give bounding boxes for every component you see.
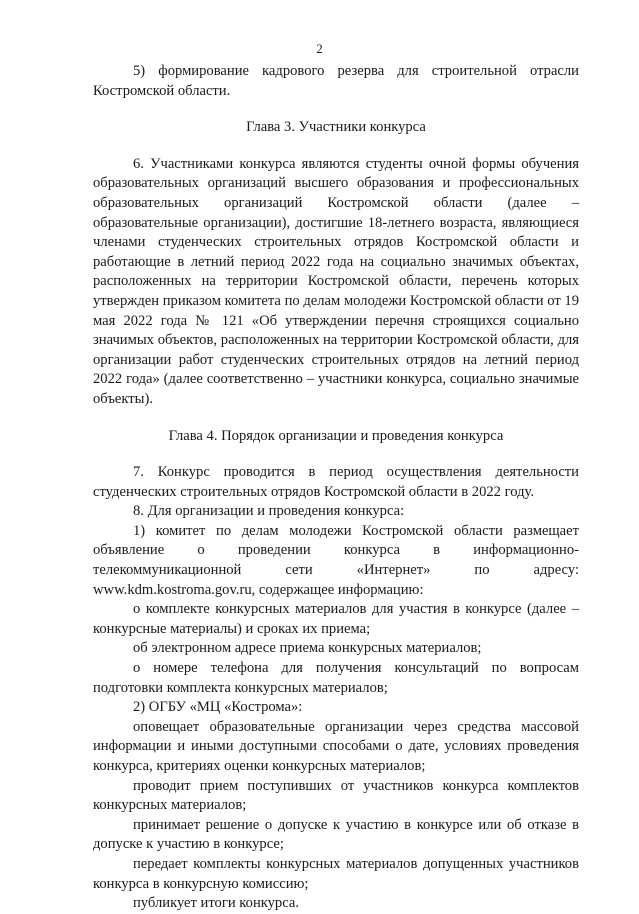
paragraph-8-1-c: о номере телефона для получения консультаций по вопросам подготовки комплекта конкурсных материалов; xyxy=(93,660,579,696)
paragraph-item-5: 5) формирование кадрового резерва для строительной отрасли Костромской области. xyxy=(93,63,579,99)
paragraph-8-2-a: оповещает образовательные организации через средства массовой информации и иными доступными способами о дате, условиях проведения конкурса, критериях оценки конкурсных материалов; xyxy=(93,718,579,774)
paragraph-8-1: 1) комитет по делам молодежи Костромской области размещает объявление о проведении конкурса в информационно-телекоммуникационной сети «Интернет» по адресу: www.kdm.kostroma.gov.ru, содержащее информацию: xyxy=(93,522,579,598)
paragraph-7: 7. Конкурс проводится в период осуществления деятельности студенческих строительных отрядов Костромской области в 2022 году. xyxy=(93,464,579,500)
chapter-3-heading: Глава 3. Участники конкурса xyxy=(246,119,426,136)
paragraph-8: 8. Для организации и проведения конкурса: xyxy=(133,503,405,520)
page-number: 2 xyxy=(316,41,323,56)
paragraph-8-2: 2) ОГБУ «МЦ «Кострома»: xyxy=(133,699,303,716)
paragraph-6: 6. Участниками конкурса являются студенты очной формы обучения образовательных организаций высшего образования и профессиональных образовательных организаций Костромской области (далее – образовательные организации), достигшие 18-летнего возраста, являющиеся членами студенческих строительных отрядов Костромской области и работающие в летний период 2022 года на социально значимых объектах, расположенных на территории Костромской области, перечень которых утвержден приказом комитета по делам молодежи Костромской области от 19 мая 2022 года № 121 «Об утверждении перечня строящихся социально значимых объектов, расположенных на территории Костромской области, для организации работ студенческих строительных отрядов на летний период 2022 года» (далее соответственно – участники конкурса, социально значимые объекты). xyxy=(93,155,579,407)
chapter-4-heading: Глава 4. Порядок организации и проведения конкурса xyxy=(168,427,504,444)
paragraph-8-2-c: принимает решение о допуске к участию в конкурсе или об отказе в допуске к участию в конкурсе; xyxy=(93,816,579,853)
paragraph-8-1-b: об электронном адресе приема конкурсных материалов; xyxy=(133,640,482,657)
paragraph-8-1-a: о комплекте конкурсных материалов для участия в конкурсе (далее – конкурсные материалы) и сроках их приема; xyxy=(93,601,579,637)
paragraph-8-2-e: публикует итоги конкурса. xyxy=(133,895,300,912)
paragraph-8-2-b: проводит прием поступивших от участников конкурса комплектов конкурсных материалов; xyxy=(93,777,579,814)
paragraph-8-2-d: передает комплекты конкурсных материалов допущенных участников конкурса в конкурсную комиссию; xyxy=(93,855,579,892)
document-body xyxy=(93,62,579,914)
